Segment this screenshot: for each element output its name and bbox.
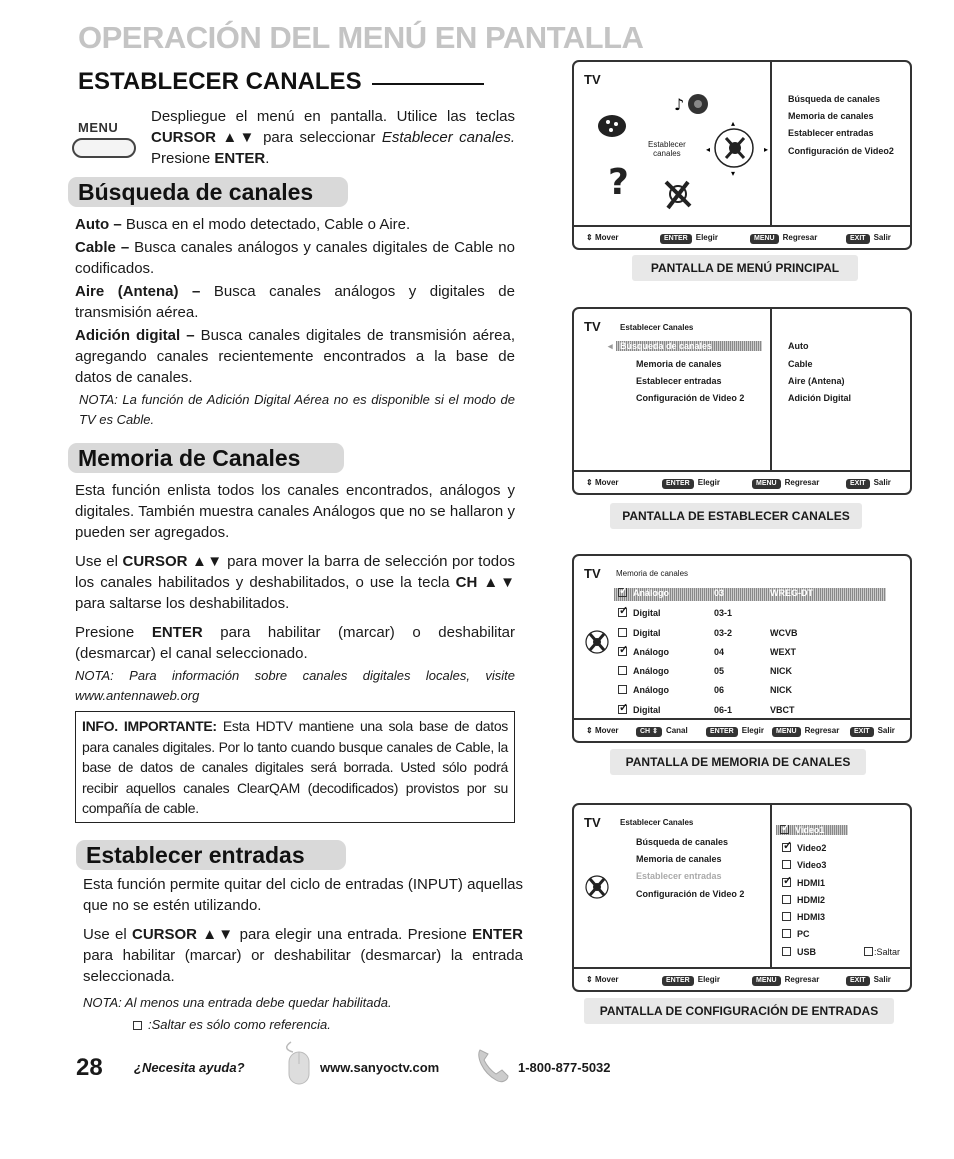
checkbox-icon[interactable]: [618, 628, 627, 637]
text: Use el: [75, 553, 123, 570]
memoria-p1: Esta función enlista todos los canales encontrados, análogos y digitales. También muestra canales Análogos que no se hallaron y pueden ser agregados.: [75, 482, 515, 541]
busqueda-heading: Búsqueda de canales: [68, 177, 348, 207]
memoria-p2: [75, 551, 515, 614]
aire-text: Busca canales análogos y digitales de transmisión aérea.: [75, 283, 515, 321]
channel-number: 03-1: [714, 608, 733, 618]
input-name: PC: [797, 929, 810, 939]
checkbox-icon[interactable]: [782, 895, 791, 904]
option-item[interactable]: Cable: [788, 359, 813, 369]
channel-number: 06: [714, 685, 725, 695]
cable-text: Busca canales análogos y canales digitales de Cable no codificados.: [75, 239, 515, 277]
establecer-canales-icon-label: [648, 140, 686, 158]
channel-number: 03: [714, 588, 725, 598]
menu-item-active[interactable]: Establecer entradas: [636, 871, 722, 881]
intro-enter: ENTER: [214, 150, 266, 167]
checkbox-checked-icon[interactable]: [618, 588, 627, 597]
speaker-icon: [674, 94, 708, 114]
checkbox-icon: [133, 1021, 142, 1030]
note-text: : La función de Adición Digital Aérea no es disponible si el modo de TV es Cable.: [79, 392, 515, 427]
intro-italic: Establecer canales.: [381, 129, 515, 146]
section-title: [78, 68, 484, 96]
text: Mover: [594, 726, 619, 735]
screen-footer: [574, 967, 910, 990]
divider: [770, 805, 772, 969]
mover-hint: ⇕ Mover: [586, 233, 619, 242]
channel-type: Digital: [633, 608, 661, 618]
channel-name: WREG-DT: [770, 588, 813, 598]
exit-hint: [846, 233, 891, 244]
enter-hint: [662, 478, 720, 489]
text: para habilitar (marcar) or deshabilitar (desmarcar) la entrada seleccionada.: [83, 947, 523, 985]
cable-label: Cable –: [75, 239, 130, 256]
page-header-title: OPERACIÓN DEL MENÚ EN PANTALLA: [78, 20, 644, 55]
entradas-p2: [83, 924, 523, 987]
tv-label: TV: [584, 319, 601, 334]
cursor-key: CURSOR ▲▼: [122, 553, 223, 570]
channel-number: 03-2: [714, 628, 733, 638]
option-item[interactable]: Aire (Antena): [788, 376, 845, 386]
caption-memoria-canales: PANTALLA DE MEMORIA DE CANALES: [610, 749, 866, 775]
enter-hint: [662, 975, 720, 986]
note-label: NOTA: [75, 668, 111, 683]
svg-text:▴: ▴: [731, 119, 736, 128]
checkbox-icon[interactable]: [618, 666, 627, 675]
mover-hint: ⇕ Mover: [586, 478, 619, 487]
text: Regresar: [784, 975, 820, 984]
aire-label: Aire (Antena) –: [75, 283, 201, 300]
menu-item-selected[interactable]: Búsqueda de canales: [616, 341, 762, 351]
screen-heading: Memoria de canales: [616, 569, 689, 578]
input-row-selected[interactable]: [776, 825, 848, 835]
enter-key: ENTER: [662, 976, 694, 986]
mouse-icon: [281, 1040, 315, 1088]
memoria-p3: [75, 622, 515, 664]
channel-type: Análogo: [633, 666, 669, 676]
enter-key: ENTER: [151, 624, 203, 641]
checkbox-icon[interactable]: [618, 685, 627, 694]
caption-establecer-canales: PANTALLA DE ESTABLECER CANALES: [610, 503, 862, 529]
tv-label: TV: [584, 72, 601, 87]
input-row[interactable]: [782, 878, 825, 888]
menu-item[interactable]: Memoria de canales: [636, 359, 722, 369]
divider: [770, 309, 772, 471]
intro-text: Despliegue el menú en pantalla. Utilice las teclas: [151, 108, 515, 125]
memoria-body: [75, 480, 515, 708]
text: para mover la barra de selección por todos los canales habilitados y deshabilitados, o use la tecla: [75, 553, 515, 591]
exit-key: EXIT: [846, 479, 870, 489]
text: para elegir una entrada. Presione: [234, 926, 473, 943]
text: Canal: [665, 726, 688, 735]
channel-row-selected[interactable]: [614, 588, 886, 601]
checkbox-icon: [864, 947, 873, 956]
text: Regresar: [782, 233, 818, 242]
intro-cursor: CURSOR ▲▼: [151, 129, 257, 146]
caption-configuracion-entradas: PANTALLA DE CONFIGURACIÓN DE ENTRADAS: [584, 998, 894, 1024]
channel-row[interactable]: [618, 705, 890, 715]
channel-row[interactable]: [618, 647, 890, 657]
text: Salir: [873, 233, 891, 242]
enter-key: ENTER: [472, 926, 524, 943]
screen-heading: Establecer Canales: [620, 818, 694, 827]
menu-key: MENU: [752, 976, 781, 986]
menu-hint: [750, 233, 817, 244]
adicion-desc: [75, 325, 515, 388]
divider: [770, 62, 772, 227]
menu-key: MENU: [752, 479, 781, 489]
checkbox-checked-icon[interactable]: [782, 878, 791, 887]
channel-type: Análogo: [633, 588, 669, 598]
page-footer: [76, 1052, 636, 1086]
screen-heading: Establecer Canales: [620, 323, 694, 332]
channel-number: 05: [714, 666, 725, 676]
text: Use el: [83, 926, 132, 943]
menu-key-icon: [72, 118, 138, 160]
channel-type: Análogo: [633, 647, 669, 657]
question-icon: [608, 162, 629, 203]
checkbox-checked-icon[interactable]: [618, 705, 627, 714]
input-row[interactable]: [782, 895, 825, 905]
text: Mover: [594, 975, 619, 984]
adicion-label: Adición digital –: [75, 327, 195, 344]
entradas-body: [83, 874, 523, 1037]
menu-item[interactable]: Memoria de canales: [636, 854, 722, 864]
checkbox-icon[interactable]: [782, 860, 791, 869]
channel-type: Digital: [633, 628, 661, 638]
screen-memoria-canales: [572, 554, 912, 743]
checkbox-checked-icon[interactable]: [782, 843, 791, 852]
text: Salir: [873, 478, 891, 487]
screen-establecer-canales: [572, 307, 912, 495]
checkbox-checked-icon[interactable]: [618, 608, 627, 617]
svg-text:▸: ▸: [764, 145, 769, 154]
menu-hint: [752, 975, 819, 986]
ch-key: CH ⇕: [636, 727, 662, 737]
input-name: HDMI3: [797, 912, 826, 922]
text: Salir: [873, 975, 891, 984]
checkbox-icon[interactable]: [782, 912, 791, 921]
memoria-heading: Memoria de Canales: [68, 443, 344, 473]
input-row[interactable]: [782, 843, 826, 853]
channel-name: VBCT: [770, 705, 795, 715]
text: Presione: [75, 624, 152, 641]
text: para saltarse los deshabilitados.: [75, 595, 290, 612]
channel-row[interactable]: [618, 685, 890, 695]
checkbox-checked-icon[interactable]: [780, 825, 789, 834]
svg-text:◂: ◂: [706, 145, 711, 154]
note2-text: :Saltar es sólo como referencia.: [148, 1017, 331, 1032]
screen-configuracion-entradas: [572, 803, 912, 992]
cable-desc: [75, 237, 515, 279]
text: Mover: [594, 233, 619, 242]
menu-item[interactable]: Búsqueda de canales: [788, 94, 881, 104]
exit-key: EXIT: [846, 976, 870, 986]
input-row[interactable]: [782, 860, 826, 870]
exit-hint: [846, 478, 891, 489]
exit-hint: [846, 975, 891, 986]
entradas-note: [83, 993, 523, 1013]
svg-text:▾: ▾: [731, 169, 736, 178]
input-name: Video2: [797, 843, 827, 853]
skip-text: :Saltar: [874, 947, 901, 957]
screen-footer: [574, 718, 910, 741]
text: Elegir: [741, 726, 764, 735]
section-title-text: ESTABLECER CANALES: [78, 68, 362, 95]
menu-item[interactable]: Búsqueda de canales: [636, 837, 729, 847]
tv-label: TV: [584, 566, 601, 581]
exit-key: EXIT: [846, 234, 870, 244]
text: Establecer: [648, 140, 686, 149]
channel-name: NICK: [770, 685, 792, 695]
text: Mover: [594, 478, 619, 487]
mover-hint: ⇕ Mover: [586, 975, 619, 984]
menu-item[interactable]: Establecer entradas: [788, 128, 874, 138]
enter-key: ENTER: [706, 727, 738, 737]
help-text: ¿Necesita ayuda?: [134, 1060, 245, 1075]
satellite-icon: [584, 873, 610, 903]
enter-hint: [706, 726, 764, 737]
menu-item[interactable]: Establecer entradas: [636, 376, 722, 386]
text: Regresar: [784, 478, 820, 487]
text: CH: [640, 728, 651, 735]
cursor-key: CURSOR ▲▼: [131, 926, 235, 943]
menu-hint: [772, 726, 839, 737]
note-label: NOTA: [83, 995, 119, 1010]
menu-key-label: MENU: [78, 120, 119, 135]
channel-name: WEXT: [770, 647, 796, 657]
entradas-note2: [83, 1015, 523, 1035]
text: Elegir: [697, 975, 720, 984]
note-text: : Para información sobre canales digitales locales, visite www.antennaweb.org: [75, 668, 515, 703]
aire-desc: [75, 281, 515, 323]
input-row[interactable]: [782, 929, 810, 939]
palette-icon: [598, 115, 626, 137]
channel-number: 06-1: [714, 705, 733, 715]
text: para habilitar (marcar) o deshabilitar (desmarcar) el canal seleccionado.: [75, 624, 516, 662]
checkbox-checked-icon[interactable]: [618, 647, 627, 656]
phone-icon: [474, 1046, 514, 1086]
page-number: 28: [76, 1054, 103, 1081]
input-name: HDMI2: [797, 895, 826, 905]
input-name: HDMI1: [797, 878, 826, 888]
intro-text: .: [265, 150, 270, 167]
satellite-icon: [584, 628, 610, 658]
text: Elegir: [697, 478, 720, 487]
menu-item[interactable]: Memoria de canales: [788, 111, 874, 121]
screen-footer: [574, 225, 910, 248]
ch-key: CH ▲▼: [455, 574, 515, 591]
input-name: Video3: [797, 860, 827, 870]
exit-key: EXIT: [850, 727, 874, 737]
checkbox-icon[interactable]: [782, 929, 791, 938]
option-item[interactable]: Auto: [788, 341, 809, 351]
note-text: : Al menos una entrada debe quedar habilitada.: [118, 995, 392, 1010]
mover-hint: ⇕ Mover: [586, 726, 619, 735]
intro-paragraph: [151, 106, 515, 169]
entradas-heading: Establecer entradas: [76, 840, 346, 870]
auto-desc: [75, 214, 515, 235]
entradas-p1: Esta función permite quitar del ciclo de entradas (INPUT) aquellas que no se estén utilizando.: [83, 876, 523, 914]
phone-number: 1-800-877-5032: [518, 1060, 611, 1075]
channel-row[interactable]: [618, 628, 890, 638]
channel-row[interactable]: [618, 666, 890, 676]
satellite-icon: [706, 119, 768, 178]
input-row[interactable]: [782, 912, 825, 922]
menu-key: MENU: [750, 234, 779, 244]
title-underline: [372, 83, 484, 85]
input-name: Video1: [795, 825, 825, 835]
menu-key-button-shape: [72, 138, 136, 158]
menu-item[interactable]: Configuración de Video 2: [636, 889, 745, 899]
menu-hint: [752, 478, 819, 489]
tools-icon: [666, 182, 690, 208]
intro-text: Presione: [151, 150, 215, 167]
menu-item[interactable]: Configuración de Video2: [788, 146, 894, 156]
text: Elegir: [695, 233, 718, 242]
text: Salir: [877, 726, 895, 735]
info-importante-box: [75, 711, 515, 823]
screen-main-menu: [572, 60, 912, 250]
screen-footer: [574, 470, 910, 493]
enter-key: ENTER: [660, 234, 692, 244]
enter-key: ENTER: [662, 479, 694, 489]
channel-name: WCVB: [770, 628, 798, 638]
channel-name: NICK: [770, 666, 792, 676]
note-label: NOTA: [79, 392, 115, 407]
text: Regresar: [804, 726, 840, 735]
exit-hint: [850, 726, 895, 737]
option-item[interactable]: Adición Digital: [788, 393, 851, 403]
channel-type: Digital: [633, 705, 661, 715]
memoria-note: [75, 666, 515, 706]
left-arrow-icon: ◂: [608, 341, 613, 351]
info-text: Esta HDTV mantiene una sola base de datos para canales digitales. Por lo tanto cuando busque canales de Cable, la base de datos de canales digitales será borrada. Usted sólo podrá recibir aquellos canales ClearQAM (decodificados) provistos por su compañía de cable.: [82, 718, 508, 816]
checkbox-icon[interactable]: [782, 947, 791, 956]
input-name: USB: [797, 947, 817, 957]
auto-label: Auto –: [75, 216, 122, 233]
tv-label: TV: [584, 815, 601, 830]
channel-row[interactable]: [618, 608, 890, 618]
menu-item[interactable]: Configuración de Video 2: [636, 393, 745, 403]
channel-number: 04: [714, 647, 725, 657]
caption-main-menu: PANTALLA DE MENÚ PRINCIPAL: [632, 255, 858, 281]
menu-key: MENU: [772, 727, 801, 737]
ch-hint: [636, 726, 688, 737]
busqueda-body: [75, 214, 515, 432]
info-label: INFO. IMPORTANTE:: [82, 718, 217, 734]
enter-hint: [660, 233, 718, 244]
website-link[interactable]: www.sanyoctv.com: [320, 1060, 440, 1075]
input-row[interactable]: [782, 947, 816, 957]
intro-text: para seleccionar: [256, 129, 382, 146]
skip-legend: [864, 947, 900, 957]
auto-text: Busca en el modo detectado, Cable o Aire.: [121, 216, 411, 233]
text: canales: [653, 149, 681, 158]
svg-text:♪: ♪: [674, 95, 685, 114]
adicion-text: Busca canales digitales de transmisión aérea, agregando canales recientemente encontrados a la base de datos de canales.: [75, 327, 515, 386]
channel-type: Análogo: [633, 685, 669, 695]
svg-text:?: ?: [608, 162, 629, 203]
busqueda-note: [75, 390, 515, 430]
